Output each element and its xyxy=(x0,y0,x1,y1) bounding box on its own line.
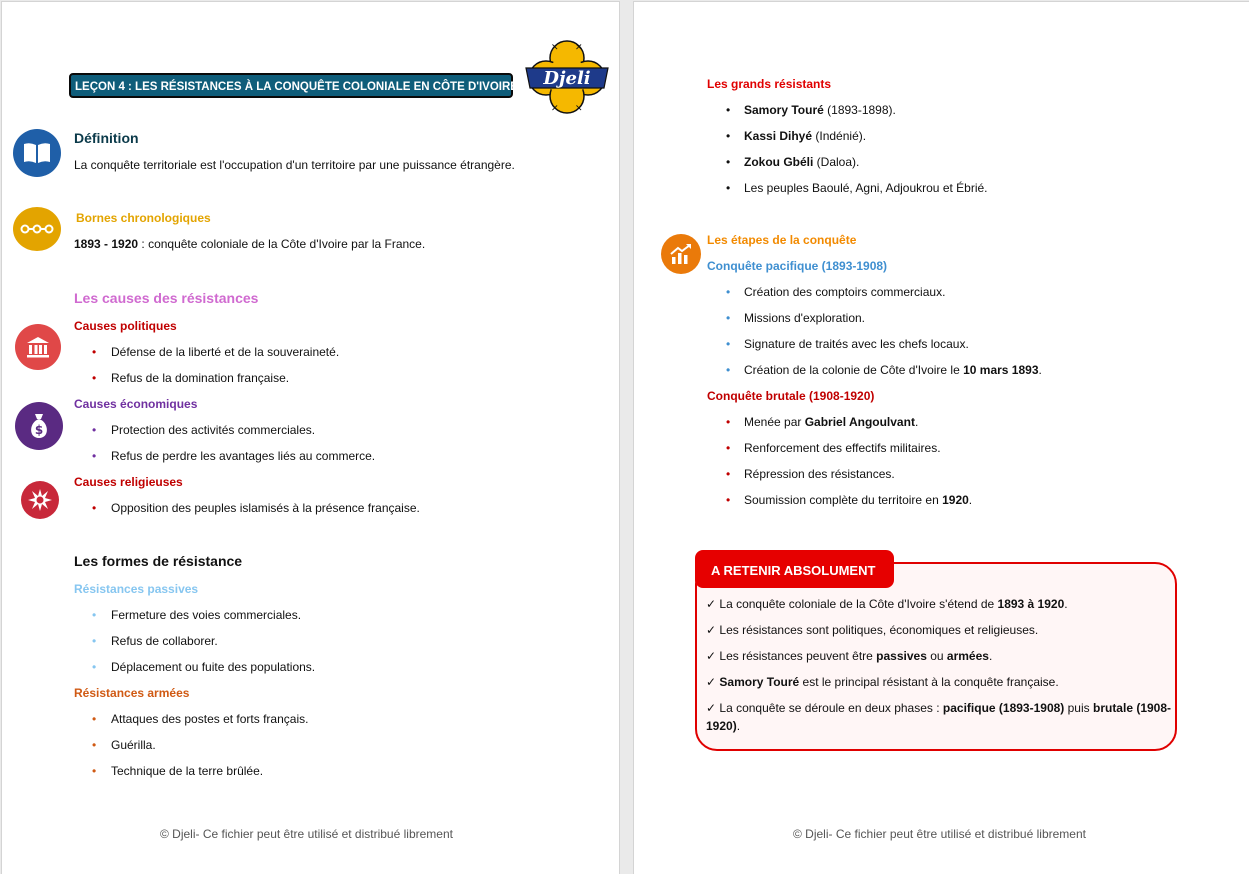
resistant-detail: (Daloa). xyxy=(813,155,860,169)
page-left xyxy=(2,2,619,874)
retain-tag: A RETENIR ABSOLUMENT xyxy=(695,550,894,588)
retain-text: La conquête coloniale de la Côte d'Ivoire s'étend de xyxy=(716,597,998,611)
list-item xyxy=(744,102,896,118)
retain-line xyxy=(706,647,992,665)
retain-bold: 1920) xyxy=(706,719,737,733)
check-icon: ✓ xyxy=(706,675,717,689)
chart-up-icon xyxy=(661,234,701,274)
item-bold: Gabriel Angoulvant xyxy=(804,415,915,429)
bullet: • xyxy=(726,285,731,299)
retain-text: est le principal résistant à la conquête française. xyxy=(799,675,1059,689)
burst-icon xyxy=(21,481,59,519)
resistant-detail: (Indénié). xyxy=(812,129,867,143)
list-item: Signature de traités avec les chefs locaux. xyxy=(744,337,969,351)
list-item: Les peuples Baoulé, Agni, Adjoukrou et Ébrié. xyxy=(744,181,988,195)
etapes-heading: Les étapes de la conquête xyxy=(707,233,857,247)
bornes-text: : conquête coloniale de la Côte d'Ivoire par la France. xyxy=(138,237,426,251)
retain-bold: pacifique (1893-1908) xyxy=(942,701,1065,715)
item-text: . xyxy=(1038,363,1042,377)
bullet: • xyxy=(726,467,731,481)
list-item xyxy=(744,414,918,430)
bullet: • xyxy=(726,103,731,117)
list-item: Technique de la terre brûlée. xyxy=(111,764,264,778)
page-right xyxy=(634,2,1249,874)
list-item: Répression des résistances. xyxy=(744,467,895,481)
grands-heading: Les grands résistants xyxy=(707,77,832,91)
causes-religieuses-heading: Causes religieuses xyxy=(74,475,183,489)
bornes-heading: Bornes chronologiques xyxy=(76,211,211,225)
list-item: Refus de la domination française. xyxy=(111,371,290,385)
brutale-heading: Conquête brutale (1908-1920) xyxy=(707,389,875,403)
lesson-title: LEÇON 4 : LES RÉSISTANCES À LA CONQUÊTE COLONIALE EN CÔTE D'IVOIRE xyxy=(69,73,513,98)
retain-bold: brutale (1908- xyxy=(1092,701,1172,715)
list-item: Protection des activités commerciales. xyxy=(111,423,316,437)
djeli-logo xyxy=(520,36,614,118)
bullet: • xyxy=(726,415,731,429)
item-text: Création de la colonie de Côte d'Ivoire le xyxy=(744,363,964,377)
check-icon: ✓ xyxy=(706,623,717,637)
bullet: • xyxy=(726,311,731,325)
retain-line xyxy=(706,699,1171,717)
passives-heading: Résistances passives xyxy=(74,582,199,596)
definition-text: La conquête territoriale est l'occupation d'un territoire par une puissance étrangère. xyxy=(74,158,515,172)
bullet: • xyxy=(92,608,97,622)
svg-text:✕: ✕ xyxy=(575,43,583,53)
item-text: . xyxy=(914,415,919,429)
bullet: • xyxy=(92,634,97,648)
retain-text: La conquête se déroule en deux phases : xyxy=(716,701,943,715)
retain-text: ou xyxy=(926,649,947,663)
list-item xyxy=(744,362,1042,378)
check-icon: ✓ xyxy=(706,701,717,715)
bullet: • xyxy=(92,712,97,726)
retain-text: Les résistances peuvent être xyxy=(716,649,877,663)
svg-text:✕: ✕ xyxy=(551,43,559,53)
list-item: Fermeture des voies commerciales. xyxy=(111,608,302,622)
timeline-icon xyxy=(13,207,61,251)
formes-heading: Les formes de résistance xyxy=(74,553,243,569)
retain-bold: passives xyxy=(876,649,927,663)
item-bold: 1920 xyxy=(942,493,969,507)
djeli-logo-graphic xyxy=(520,36,614,118)
causes-politiques-heading: Causes politiques xyxy=(74,319,177,333)
retain-text: puis xyxy=(1064,701,1093,715)
money-bag-icon xyxy=(15,402,63,450)
bullet: • xyxy=(92,345,97,359)
bornes-dates: 1893 - 1920 xyxy=(74,237,139,251)
bullet: • xyxy=(726,129,731,143)
retain-text: . xyxy=(736,719,741,733)
svg-text:✕: ✕ xyxy=(575,104,583,114)
list-item: Attaques des postes et forts français. xyxy=(111,712,309,726)
item-text: Menée par xyxy=(744,415,805,429)
list-item: Refus de collaborer. xyxy=(111,634,218,648)
item-text: . xyxy=(968,493,973,507)
retain-bold: Samory Touré xyxy=(716,675,800,689)
book-icon xyxy=(13,129,61,177)
bank-icon xyxy=(15,324,61,370)
page-footer: © Djeli- Ce fichier peut être utilisé et distribué librement xyxy=(793,827,1086,841)
bullet: • xyxy=(726,493,731,507)
bullet: • xyxy=(726,337,731,351)
retain-line xyxy=(706,673,1059,691)
retain-bold: 1893 à 1920 xyxy=(997,597,1065,611)
bullet: • xyxy=(92,501,97,515)
bullet: • xyxy=(726,363,731,377)
list-item xyxy=(744,492,972,508)
list-item: Création des comptoirs commerciaux. xyxy=(744,285,946,299)
resistant-name: Kassi Dihyé xyxy=(744,129,813,143)
list-item: Guérilla. xyxy=(111,738,156,752)
bullet: • xyxy=(726,181,731,195)
resistant-name: Samory Touré xyxy=(744,103,824,117)
list-item: Opposition des peuples islamisés à la présence française. xyxy=(111,501,420,515)
resistant-detail: (1893-1898). xyxy=(823,103,896,117)
resistant-name: Zokou Gbéli xyxy=(744,155,814,169)
retain-text: . xyxy=(988,649,993,663)
retain-text: Les résistances sont politiques, économiques et religieuses. xyxy=(716,623,1039,637)
armees-heading: Résistances armées xyxy=(74,686,190,700)
list-item: Missions d'exploration. xyxy=(744,311,866,325)
retain-line xyxy=(706,621,1038,639)
causes-economiques-heading: Causes économiques xyxy=(74,397,198,411)
bullet: • xyxy=(92,764,97,778)
check-icon: ✓ xyxy=(706,597,717,611)
bullet: • xyxy=(92,660,97,674)
page-footer: © Djeli- Ce fichier peut être utilisé et distribué librement xyxy=(160,827,453,841)
bullet: • xyxy=(92,423,97,437)
retain-line xyxy=(706,595,1068,613)
definition-heading: Définition xyxy=(74,130,139,146)
pacifique-heading: Conquête pacifique (1893-1908) xyxy=(707,259,888,273)
svg-text:✕: ✕ xyxy=(551,104,559,114)
check-icon: ✓ xyxy=(706,649,717,663)
retain-line xyxy=(706,717,740,735)
item-text: Soumission complète du territoire en xyxy=(744,493,943,507)
item-bold: 10 mars 1893 xyxy=(963,363,1039,377)
bullet: • xyxy=(726,155,731,169)
list-item xyxy=(744,154,859,170)
bullet: • xyxy=(92,371,97,385)
svg-text:$: $ xyxy=(34,423,44,437)
list-item xyxy=(744,128,866,144)
retain-bold: armées xyxy=(946,649,989,663)
causes-heading: Les causes des résistances xyxy=(74,290,259,306)
logo-text: Djeli xyxy=(543,68,591,89)
bullet: • xyxy=(726,441,731,455)
list-item: Refus de perdre les avantages liés au commerce. xyxy=(111,449,376,463)
bullet: • xyxy=(92,449,97,463)
bullet: • xyxy=(92,738,97,752)
bornes-line xyxy=(74,236,425,252)
retain-text: . xyxy=(1064,597,1068,611)
list-item: Renforcement des effectifs militaires. xyxy=(744,441,941,455)
list-item: Défense de la liberté et de la souveraineté. xyxy=(111,345,340,359)
list-item: Déplacement ou fuite des populations. xyxy=(111,660,316,674)
